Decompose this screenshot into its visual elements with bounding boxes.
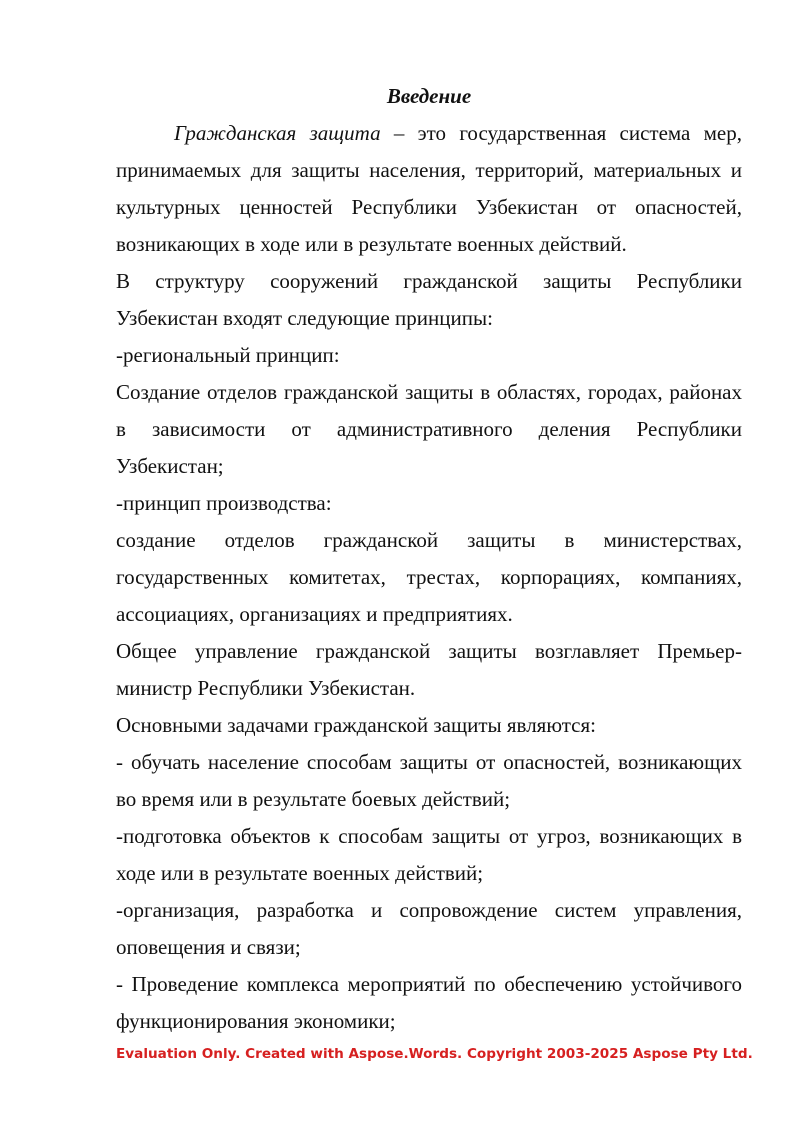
paragraph-general-management: Общее управление гражданской защиты возглавляет Премьер-министр Республики Узбекистан. — [116, 639, 742, 700]
list-item-training: - обучать население способам защиты от опасностей, возникающих во время или в результате боевых действий; — [116, 750, 742, 811]
evaluation-watermark: Evaluation Only. Created with Aspose.Words. Copyright 2003-2025 Aspose Pty Ltd. — [116, 1046, 753, 1062]
document-title: Введение — [386, 84, 472, 108]
paragraph-production-principle: -принцип производства: — [116, 491, 332, 515]
document-body — [116, 78, 742, 1040]
paragraph-structure: В структуру сооружений гражданской защиты Республики Узбекистан входят следующие принципы: — [116, 269, 742, 330]
paragraph-regional-principle: -региональный принцип: — [116, 343, 340, 367]
list-item-organization: -организация, разработка и сопровождение систем управления, оповещения и связи; — [116, 898, 742, 959]
paragraph-regional-detail: Создание отделов гражданской защиты в областях, городах, районах в зависимости от административного деления Республики Узбекистан; — [116, 380, 742, 478]
list-item-preparation: -подготовка объектов к способам защиты от угроз, возникающих в ходе или в результате военных действий; — [116, 824, 742, 885]
intro-text: – это государственная система мер, принимаемых для защиты населения, территорий, материальных и культурных ценностей Республики Узбекистан от опасностей, возникающих в ходе или в результате военных действий. — [116, 121, 742, 256]
list-item-economy: - Проведение комплекса мероприятий по обеспечению устойчивого функционирования экономики; — [116, 972, 742, 1033]
paragraph-main-tasks: Основными задачами гражданской защиты являются: — [116, 713, 596, 737]
paragraph-production-detail: создание отделов гражданской защиты в министерствах, государственных комитетах, трестах, корпорациях, компаниях, ассоциациях, организациях и предприятиях. — [116, 528, 742, 626]
intro-paragraph — [116, 115, 742, 263]
intro-term: Гражданская защита — [174, 121, 381, 145]
